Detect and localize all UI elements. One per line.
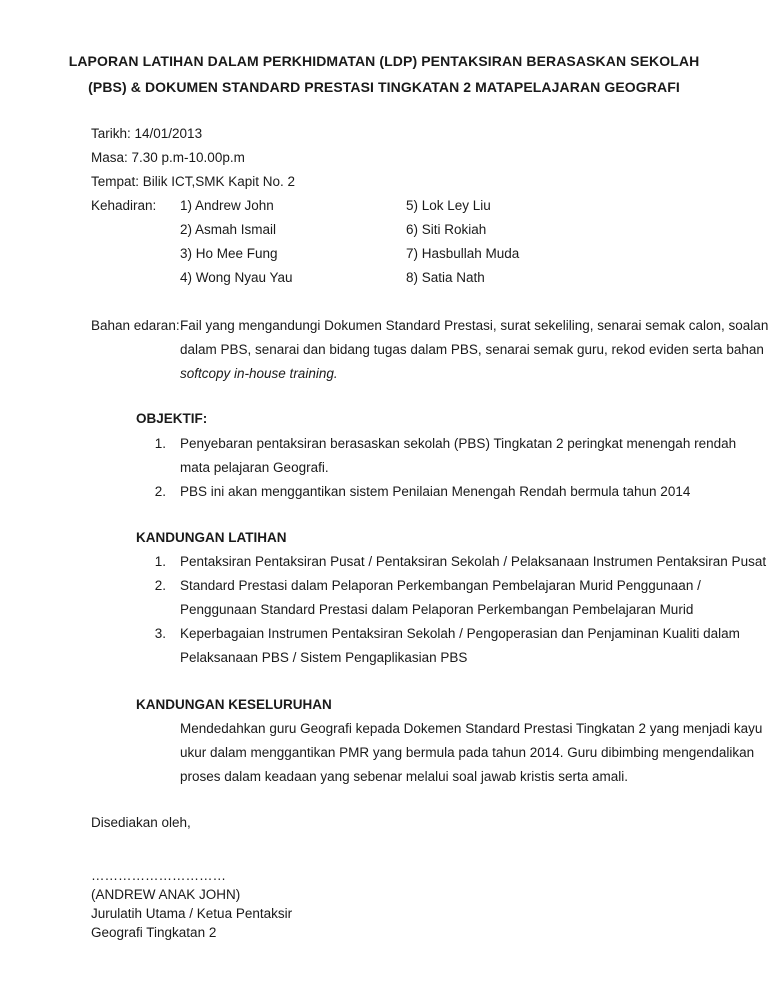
kandungan-keseluruhan-heading: KANDUNGAN KESELURUHAN	[136, 697, 332, 712]
paragraph-line: ukur dalam menggantikan PMR yang bermula pada tahun 2014. Guru dibimbing mengendalikan	[180, 745, 755, 760]
list-number: 2.	[154, 484, 166, 499]
attendee-item: 1) Andrew John	[180, 198, 274, 213]
attendee-item: 7) Hasbullah Muda	[406, 246, 520, 261]
attendee-item: 5) Lok Ley Liu	[406, 198, 491, 213]
list-item: Penyebaran pentaksiran berasaskan sekolah (PBS) Tingkatan 2 peringkat menengah rendah	[180, 436, 737, 451]
paragraph-line: Mendedahkan guru Geografi kepada Dokemen Standard Prestasi Tingkatan 2 yang menjadi kayu	[180, 721, 763, 736]
list-number: 1.	[154, 554, 166, 569]
paragraph-line: proses dalam keadaan yang sebenar melalui soal jawab kristis serta amali.	[180, 769, 628, 784]
bahan-edaran-text: dalam PBS, senarai dan bidang tugas dalam PBS, senarai semak guru, rekod eviden serta bahan	[180, 342, 764, 357]
list-item: Keperbagaian Instrumen Pentaksiran Sekolah / Pengoperasian dan Penjaminan Kualiti dalam	[180, 626, 740, 641]
bahan-edaran-text: softcopy in-house training.	[180, 366, 338, 381]
attendee-item: 4) Wong Nyau Yau	[180, 270, 293, 285]
document-title-line-2: (PBS) & DOKUMEN STANDARD PRESTASI TINGKATAN 2 MATAPELAJARAN GEOGRAFI	[88, 79, 680, 95]
attendee-item: 2) Asmah Ismail	[180, 222, 277, 237]
list-item: Pelaksanaan PBS / Sistem Pengaplikasian PBS	[180, 650, 468, 665]
list-item: Pentaksiran Pentaksiran Pusat / Pentaksiran Sekolah / Pelaksanaan Instrumen Pentaksiran Pusat	[180, 554, 767, 569]
signature-line: …………………………	[91, 868, 226, 883]
list-item: PBS ini akan menggantikan sistem Penilaian Menengah Rendah bermula tahun 2014	[180, 484, 691, 499]
masa-field: Masa: 7.30 p.m-10.00p.m	[91, 150, 245, 165]
list-item: mata pelajaran Geografi.	[180, 460, 329, 475]
bahan-edaran-text: Fail yang mengandungi Dokumen Standard Prestasi, surat sekeliling, senarai semak calon, soalan	[180, 318, 768, 333]
tarikh-field: Tarikh: 14/01/2013	[91, 126, 203, 141]
list-number: 3.	[154, 626, 166, 641]
attendee-item: 6) Siti Rokiah	[406, 222, 487, 237]
attendee-item: 8) Satia Nath	[406, 270, 485, 285]
signatory-name: (ANDREW ANAK JOHN)	[91, 887, 241, 902]
signatory-subject: Geografi Tingkatan 2	[91, 925, 217, 940]
kehadiran-label: Kehadiran:	[91, 198, 157, 213]
bahan-edaran-label: Bahan edaran:	[91, 318, 180, 333]
kandungan-latihan-heading: KANDUNGAN LATIHAN	[136, 530, 287, 545]
tempat-field: Tempat: Bilik ICT,SMK Kapit No. 2	[91, 174, 296, 189]
objektif-heading: OBJEKTIF:	[136, 411, 208, 426]
list-item: Standard Prestasi dalam Pelaporan Perkembangan Pembelajaran Murid Penggunaan /	[180, 578, 701, 593]
attendee-item: 3) Ho Mee Fung	[180, 246, 278, 261]
list-number: 2.	[154, 578, 166, 593]
list-item: Penggunaan Standard Prestasi dalam Pelaporan Perkembangan Pembelajaran Murid	[180, 602, 694, 617]
document-title-line-1: LAPORAN LATIHAN DALAM PERKHIDMATAN (LDP) PENTAKSIRAN BERASASKAN SEKOLAH	[68, 53, 700, 69]
disediakan-label: Disediakan oleh,	[91, 815, 191, 830]
list-number: 1.	[154, 436, 166, 451]
signatory-role: Jurulatih Utama / Ketua Pentaksir	[91, 906, 293, 921]
